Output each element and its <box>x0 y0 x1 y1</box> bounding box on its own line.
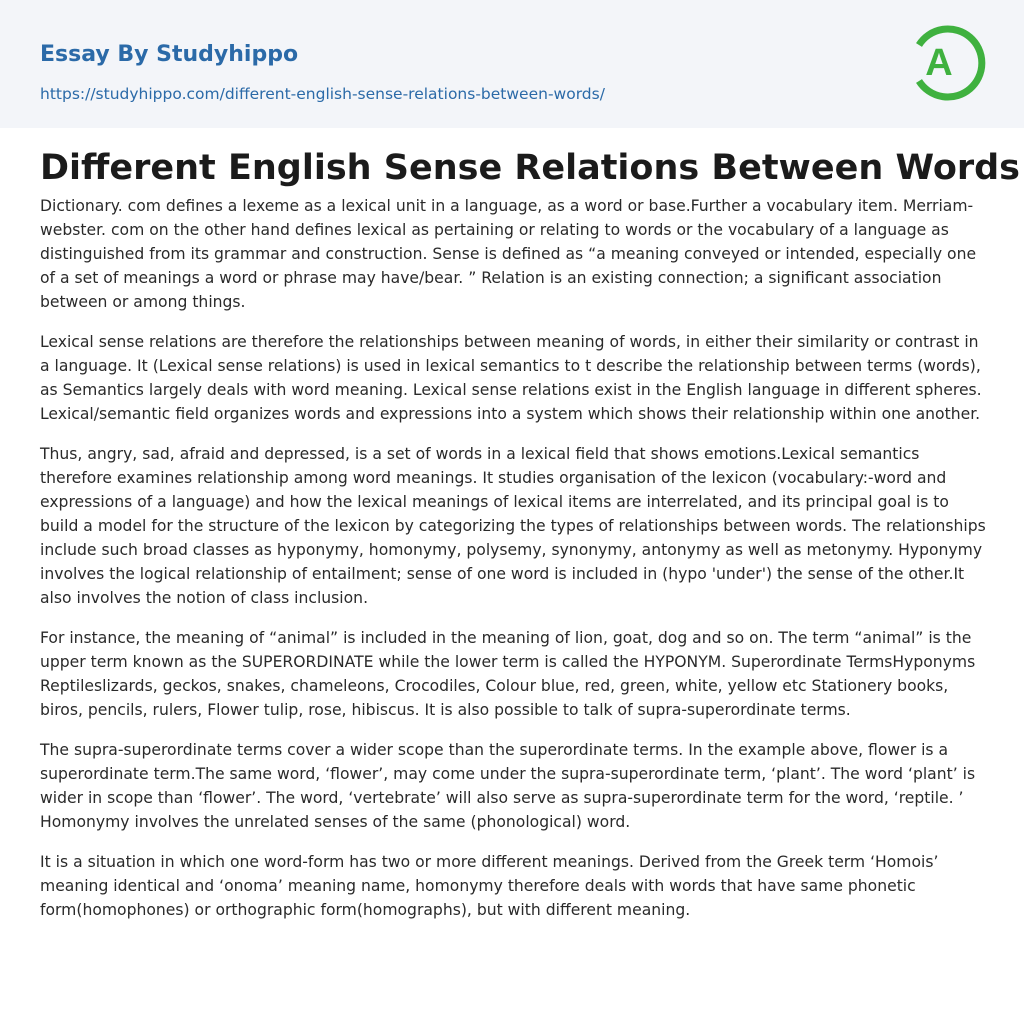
brand-link[interactable]: Essay By Studyhippo <box>40 42 299 67</box>
essay-paragraph: The supra-superordinate terms cover a wider scope than the superordinate terms. In the example above, flower is a superordinate term.The same word, ‘flower’, may come under the supra-superordinate term, ‘plant’. The word ‘plant’ is wider in scope than ‘flower’. The word, ‘vertebrate’ will also serve as supra-superordinate term for the word, ‘reptile. ’ Homonymy involves the unrelated senses of the same (phonological) word. <box>40 741 976 831</box>
essay-paragraph: Thus, angry, sad, afraid and depressed, is a set of words in a lexical field that shows emotions.Lexical semantics therefore examines relationship among word meanings. It studies organisation of the lexicon (vocabulary:-word and expressions of a language) and how the lexical meanings of lexical items are interrelated, and its principal goal is to build a model for the structure of the lexicon by categorizing the types of relationships between words. The relationships include such broad classes as hyponymy, homonymy, polysemy, synonymy, antonymy as well as metonymy. Hyponymy involves the logical relationship of entailment; sense of one word is included in (hypo 'under') the sense of the other.It also involves the notion of class inclusion. <box>40 445 986 607</box>
essay-paragraph: Lexical sense relations are therefore the relationships between meaning of words, in either their similarity or contrast in a language. It (Lexical sense relations) is used in lexical semantics to t describe the relationship between terms (words), as Semantics largely deals with word meaning. Lexical sense relations exist in the English language in different spheres. Lexical/semantic field organizes words and expressions into a system which shows their relationship within one another. <box>40 333 982 423</box>
essay-body <box>40 194 988 938</box>
site-header <box>0 0 1024 128</box>
logo-icon <box>910 18 990 108</box>
essay-paragraph: It is a situation in which one word-form has two or more different meanings. Derived from the Greek term ‘Homois’ meaning identical and ‘onoma’ meaning name, homonymy therefore deals with words that have same phonetic form(homophones) or orthographic form(homographs), but with different meaning. <box>40 853 939 919</box>
logo-letter: A <box>925 42 953 84</box>
studyhippo-logo[interactable] <box>910 18 990 108</box>
essay-paragraph: For instance, the meaning of “animal” is included in the meaning of lion, goat, dog and so on. The term “animal” is the upper term known as the SUPERORDINATE while the lower term is called the HYPONYM. Superordinate TermsHyponyms Reptileslizards, geckos, snakes, chameleons, Crocodiles, Colour blue, red, green, white, yellow etc Stationery books, biros, pencils, rulers, Flower tulip, rose, hibiscus. It is also possible to talk of supra-superordinate terms. <box>40 629 976 719</box>
essay-url-link[interactable]: https://studyhippo.com/different-english-sense-relations-between-words/ <box>40 85 605 103</box>
essay-paragraph: Dictionary. com defines a lexeme as a lexical unit in a language, as a word or base.Further a vocabulary item. Merriam-webster. com on the other hand defines lexical as pertaining or relating to words or the vocabulary of a language as distinguished from its grammar and construction. Sense is defined as “a meaning conveyed or intended, especially one of a set of meanings a word or phrase may have/bear. ” Relation is an existing connection; a significant association between or among things. <box>40 197 977 311</box>
essay-title: Different English Sense Relations Between Words <box>40 148 1021 188</box>
